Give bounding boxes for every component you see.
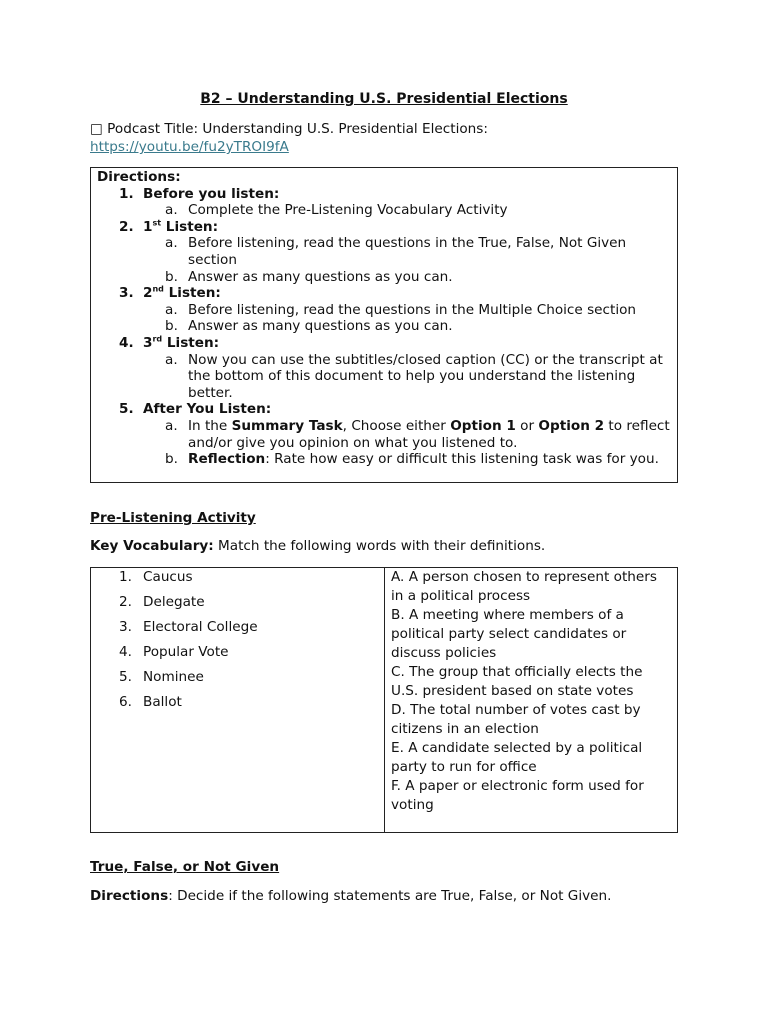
step-1-sub-a: a. Complete the Pre-Listening Vocabulary Activity (165, 202, 508, 219)
vocab-word: 6. Ballot (119, 694, 182, 710)
vocab-word: 3. Electoral College (119, 619, 258, 635)
step-2-sub-a: a. Before listening, read the questions in the True, False, Not Given section (165, 235, 627, 268)
directions-box (90, 167, 678, 483)
key-vocabulary-label: Key Vocabulary: (90, 538, 214, 554)
definition-item: B. A meeting where members of a political party select candidates or discuss policies (391, 607, 627, 661)
vocab-word: 1. Caucus (119, 569, 193, 585)
podcast-title-label: Podcast Title: Understanding U.S. Presidential Elections: (107, 121, 488, 137)
step-4: 4. 3rd Listen: (119, 334, 220, 351)
definition-item: A. A person chosen to represent others in a political process (391, 569, 657, 604)
step-4-sub-a: a. Now you can use the subtitles/closed caption (CC) or the transcript at the bottom of this document to help you understand the listening better. (165, 351, 663, 401)
step-3-sub-a: a. Before listening, read the questions in the Multiple Choice section (165, 301, 637, 318)
vocab-word: 5. Nominee (119, 669, 204, 685)
definition-item: C. The group that officially elects the U.S. president based on state votes (391, 664, 643, 699)
definition-item: D. The total number of votes cast by citizens in an election (391, 702, 641, 737)
tfng-directions-label: Directions (90, 888, 169, 904)
step-5: 5. After You Listen: (119, 401, 272, 418)
tfng-directions-text: : Decide if the following statements are True, False, or Not Given. (168, 888, 612, 904)
tfng-heading: True, False, or Not Given (90, 859, 280, 875)
table-divider (384, 568, 385, 832)
vocab-word: 4. Popular Vote (119, 644, 229, 660)
step-2: 2. 1st Listen: (119, 218, 219, 235)
step-3-sub-b: b. Answer as many questions as you can. (165, 318, 453, 335)
key-vocabulary-line (90, 538, 545, 554)
vocabulary-definitions (391, 568, 673, 815)
step-5-sub-a: a. In the Summary Task, Choose either Option 1 or Option 2 to reflect and/or give you opinion on what you listened to. (165, 417, 670, 451)
step-3: 3. 2nd Listen: (119, 284, 221, 302)
tfng-directions (90, 888, 611, 904)
step-1: 1. Before you listen: (119, 185, 280, 202)
vocabulary-table (90, 567, 678, 833)
definition-item: E. A candidate selected by a political party to run for office (391, 740, 643, 775)
key-vocabulary-text: Match the following words with their definitions. (213, 538, 546, 554)
podcast-info (90, 120, 488, 156)
podcast-link[interactable]: https://youtu.be/fu2yTROI9fA (90, 139, 289, 155)
step-2-sub-b: b. Answer as many questions as you can. (165, 268, 453, 285)
directions-heading: Directions: (97, 169, 181, 185)
step-5-sub-b: b. Reflection: Rate how easy or difficult this listening task was for you. (165, 451, 659, 468)
page-title: B2 – Understanding U.S. Presidential Elections (200, 91, 568, 107)
vocab-word: 2. Delegate (119, 594, 205, 610)
pre-listening-heading: Pre-Listening Activity (90, 510, 256, 526)
podcast-icon: □ (90, 121, 103, 137)
definition-item: F. A paper or electronic form used for voting (391, 778, 644, 813)
